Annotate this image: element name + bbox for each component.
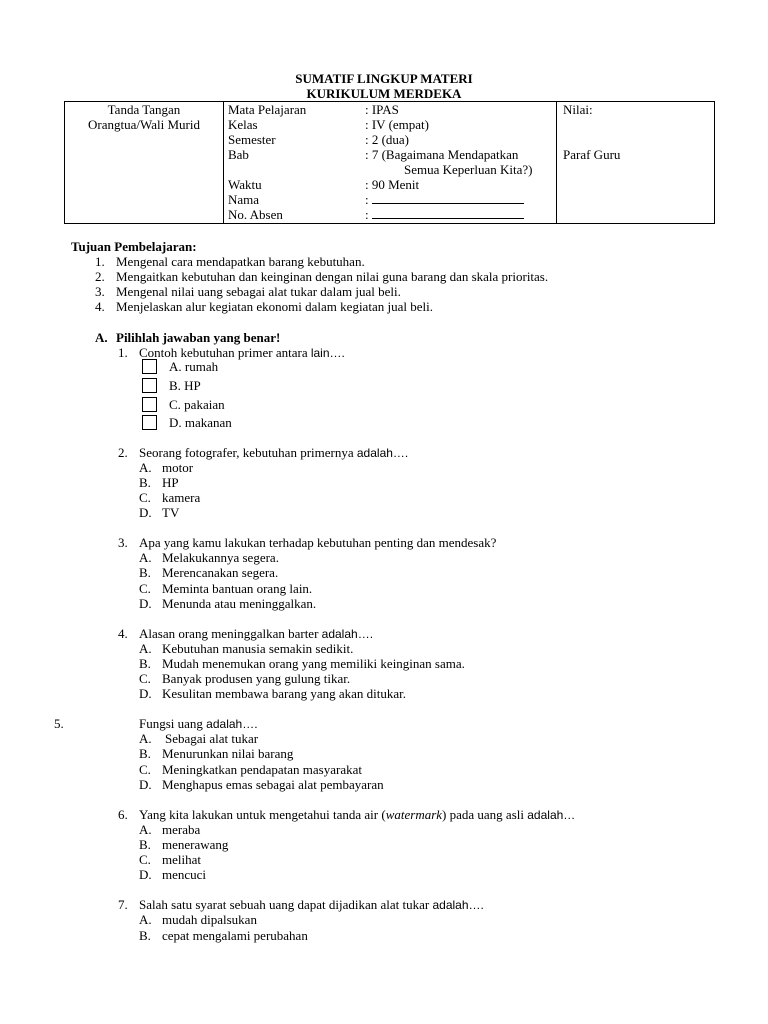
objective-text: Mengenal nilai uang sebagai alat tukar dalam jual beli. [116,284,401,299]
option-text: mencuci [162,867,207,882]
answer-checkbox[interactable] [142,397,157,412]
option-c: C. pakaian [169,397,225,412]
field-time: Waktu : 90 Menit [227,177,420,192]
option-text: Kesulitan membawa barang yang akan ditukar. [162,686,407,701]
field-class: Kelas : IV (empat) [227,117,429,132]
question-number: 1. [118,345,128,360]
answer-checkbox[interactable] [142,378,157,393]
question-text: Yang kita lakukan untuk mengetahui tanda air (watermark) pada uang asli adalah… [139,807,576,822]
option-b: B. HP [169,378,201,393]
question-number: 7. [118,897,128,912]
objective-item: 1. [95,254,105,269]
option-text: HP [162,475,179,490]
option-a: A. rumah [169,359,219,374]
question-number: 3. [118,535,128,550]
option-letter: B. [139,656,151,671]
option-text: kamera [162,490,201,505]
option-letter: A. [139,550,152,565]
option-letter: A. [139,822,152,837]
question-number: 5. [54,716,64,731]
section-title: Pilihlah jawaban yang benar! [116,330,281,345]
option-letter: B. [139,746,151,761]
option-text: menerawang [162,837,229,852]
objective-item: 2. [95,269,105,284]
field-subject: Mata Pelajaran : IPAS [227,102,399,117]
option-text: TV [162,505,180,520]
objective-item: 3. [95,284,105,299]
option-letter: C. [139,852,151,867]
teacher-initial-label: Paraf Guru [563,147,621,162]
answer-checkbox[interactable] [142,415,157,430]
question-text: Seorang fotografer, kebutuhan primernya adalah…. [139,445,409,460]
option-letter: C. [139,762,151,777]
option-letter: B. [139,565,151,580]
field-chapter-cont: Semua Keperluan Kita?) [403,162,533,177]
grade-cell [557,102,715,224]
student-info-cell [223,102,556,224]
option-text: Menurunkan nilai barang [162,746,294,761]
option-text: Meningkatkan pendapatan masyarakat [162,762,362,777]
question-number: 2. [118,445,128,460]
option-letter: D. [139,777,152,792]
question-text: Salah satu syarat sebuah uang dapat dijadikan alat tukar adalah…. [139,897,484,912]
question-text: Contoh kebutuhan primer antara lain…. [139,345,345,360]
objective-text: Mengenal cara mendapatkan barang kebutuhan. [116,254,365,269]
identity-table [64,101,715,224]
question-text: Apa yang kamu lakukan terhadap kebutuhan penting dan mendesak? [139,535,497,550]
question-number: 6. [118,807,128,822]
option-text: Meminta bantuan orang lain. [162,581,313,596]
objectives-heading: Tujuan Pembelajaran: [71,239,197,254]
absen-blank[interactable] [372,207,524,219]
document-subtitle: KURIKULUM MERDEKA [306,86,462,101]
option-text: Merencanakan segera. [162,565,279,580]
option-text: Kebutuhan manusia semakin sedikit. [162,641,354,656]
grade-label: Nilai: [563,102,593,117]
option-text: Menunda atau meninggalkan. [162,596,317,611]
option-text: Melakukannya segera. [162,550,279,565]
question-text: Alasan orang meninggalkan barter adalah…. [139,626,374,641]
section-label: A. [95,330,108,345]
option-letter: C. [139,581,151,596]
option-letter: D. [139,867,152,882]
field-chapter: Bab : 7 (Bagaimana Mendapatkan [227,147,519,162]
option-letter: A. [139,912,152,927]
option-letter: C. [139,671,151,686]
option-letter: B. [139,475,151,490]
option-letter: D. [139,505,152,520]
option-text: Sebagai alat tukar [165,731,259,746]
parent-signature-cell [65,102,224,224]
option-text: mudah dipalsukan [162,912,257,927]
field-absen: No. Absen : [224,207,556,222]
option-letter: B. [139,837,151,852]
option-d: D. makanan [169,415,232,430]
option-letter: A. [139,641,152,656]
question-text: Fungsi uang adalah…. [139,716,258,731]
option-letter: B. [139,928,151,943]
question-number: 4. [118,626,128,641]
option-letter: D. [139,596,152,611]
objective-text: Mengaitkan kebutuhan dan keinginan dengan nilai guna barang dan skala prioritas. [116,269,549,284]
signature-label-2: Orangtua/Wali Murid [88,117,200,132]
name-blank[interactable] [372,192,524,204]
option-text: Menghapus emas sebagai alat pembayaran [162,777,384,792]
signature-label-1: Tanda Tangan [107,102,181,117]
option-text: Banyak produsen yang gulung tikar. [162,671,351,686]
answer-checkbox[interactable] [142,359,157,374]
option-text: melihat [162,852,201,867]
field-name: Nama : [224,192,556,207]
document-title: SUMATIF LINGKUP MATERI [295,71,473,86]
option-letter: A. [139,731,152,746]
objective-item: 4. [95,299,105,314]
option-text: meraba [162,822,201,837]
option-letter: D. [139,686,152,701]
field-semester: Semester : 2 (dua) [227,132,410,147]
watermark-term: watermark [385,807,443,822]
option-text: cepat mengalami perubahan [162,928,308,943]
option-letter: A. [139,460,152,475]
option-text: motor [162,460,194,475]
objective-text: Menjelaskan alur kegiatan ekonomi dalam kegiatan jual beli. [116,299,433,314]
option-letter: C. [139,490,151,505]
option-text: Mudah menemukan orang yang memiliki keinginan sama. [162,656,465,671]
